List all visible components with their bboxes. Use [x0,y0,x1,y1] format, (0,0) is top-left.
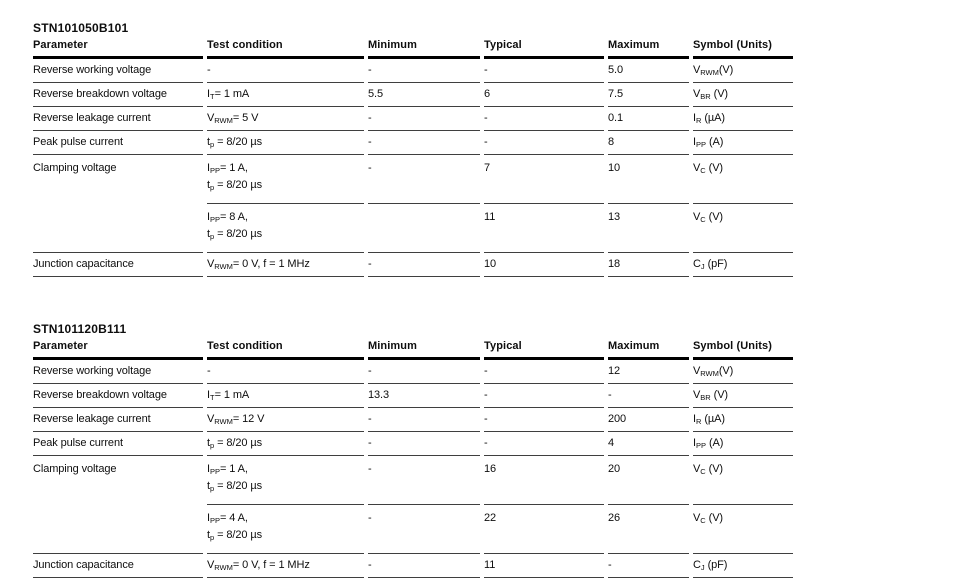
cell-maximum: 0.1 [608,107,689,131]
cell-symbol: $V_C$ (V) [693,204,793,253]
cell-minimum [368,204,480,253]
table-row [33,253,793,277]
cell-typical: - [484,432,604,456]
cell-test-condition: $V_{RWM}= 0$ V, f = 1 MHz [207,253,364,277]
cell-parameter: Junction capacitance [33,253,203,277]
cell-minimum: - [368,360,480,384]
column-header-maximum: Maximum [608,37,689,59]
cell-typical: 7 [484,155,604,204]
cell-symbol: $I_R$ (µA) [693,107,793,131]
cell-symbol: $V_C$ (V) [693,155,793,204]
cell-minimum: - [368,253,480,277]
table-title: STN101120B111 [33,322,127,336]
cell-test-condition: $I_{PP}= 1$ A, $t_p = 8/20$ µs [207,456,364,505]
table-row [33,59,793,83]
cell-minimum: - [368,408,480,432]
cell-maximum: 10 [608,155,689,204]
cell-parameter: Clamping voltage [33,456,203,554]
cell-maximum: 12 [608,360,689,384]
table-row [33,155,793,204]
cell-parameter: Peak pulse current [33,131,203,155]
column-header-parameter: Parameter [33,338,203,360]
cell-minimum: - [368,505,480,554]
cell-symbol: $V_{BR}$ (V) [693,83,793,107]
cell-typical: - [484,360,604,384]
cell-maximum: - [608,554,689,578]
cell-maximum: 26 [608,505,689,554]
column-header-parameter: Parameter [33,37,203,59]
electrical-characteristics-table-2 [29,338,797,578]
table-row [33,83,793,107]
cell-symbol: $I_{PP}$ (A) [693,131,793,155]
cell-symbol: $I_R$ (µA) [693,408,793,432]
column-header-test-condition: Test condition [207,338,364,360]
column-header-maximum: Maximum [608,338,689,360]
cell-maximum: 4 [608,432,689,456]
cell-typical: 11 [484,554,604,578]
cell-test-condition: $t_p = 8/20$ µs [207,131,364,155]
cell-test-condition: $I_{PP}= 4$ A, $t_p = 8/20$ µs [207,505,364,554]
cell-typical: 10 [484,253,604,277]
cell-test-condition: $I_{PP}= 1$ A, $t_p = 8/20$ µs [207,155,364,204]
datasheet-page [29,21,829,578]
cell-test-condition: - [207,360,364,384]
cell-test-condition: $I_{PP}= 8$ A, $t_p = 8/20$ µs [207,204,364,253]
cell-parameter: Reverse working voltage [33,360,203,384]
cell-test-condition: $t_p = 8/20$ µs [207,432,364,456]
cell-maximum: 200 [608,408,689,432]
cell-symbol: $V_{RWM}(V)$ [693,59,793,83]
cell-parameter: Reverse leakage current [33,408,203,432]
cell-typical: - [484,384,604,408]
cell-parameter: Peak pulse current [33,432,203,456]
cell-minimum: - [368,131,480,155]
cell-parameter: Reverse leakage current [33,107,203,131]
cell-minimum: - [368,59,480,83]
column-header-symbol-units: Symbol (Units) [693,338,793,360]
cell-maximum: 8 [608,131,689,155]
cell-parameter: Reverse breakdown voltage [33,83,203,107]
table-row [33,554,793,578]
cell-test-condition: $V_{RWM}= 0$ V, f = 1 MHz [207,554,364,578]
cell-maximum: 20 [608,456,689,505]
column-header-minimum: Minimum [368,338,480,360]
table-row [33,408,793,432]
cell-typical: - [484,59,604,83]
cell-typical: 11 [484,204,604,253]
column-header-symbol-units: Symbol (Units) [693,37,793,59]
cell-parameter: Reverse breakdown voltage [33,384,203,408]
cell-minimum: 13.3 [368,384,480,408]
cell-test-condition: - [207,59,364,83]
cell-symbol: $C_J$ (pF) [693,253,793,277]
table-row [33,360,793,384]
table-row [33,107,793,131]
cell-symbol: $I_{PP}$ (A) [693,432,793,456]
cell-symbol: $V_C$ (V) [693,456,793,505]
spec-table-section-1 [29,21,829,277]
cell-parameter: Junction capacitance [33,554,203,578]
cell-maximum: 7.5 [608,83,689,107]
cell-typical: - [484,107,604,131]
cell-symbol: $C_J$ (pF) [693,554,793,578]
cell-symbol: $V_{RWM}(V)$ [693,360,793,384]
cell-maximum: 18 [608,253,689,277]
cell-test-condition: $V_{RWM}= 12$ V [207,408,364,432]
electrical-characteristics-table-1 [29,37,797,277]
cell-test-condition: $V_{RWM}= 5$ V [207,107,364,131]
cell-typical: - [484,131,604,155]
table-title: STN101050B101 [33,21,129,35]
cell-test-condition: $I_T= 1$ mA [207,384,364,408]
cell-symbol: $V_C$ (V) [693,505,793,554]
cell-typical: 6 [484,83,604,107]
column-header-typical: Typical [484,338,604,360]
table-row [33,384,793,408]
cell-parameter: Reverse working voltage [33,59,203,83]
cell-parameter: Clamping voltage [33,155,203,253]
column-header-minimum: Minimum [368,37,480,59]
header-row [33,37,793,59]
cell-typical: 16 [484,456,604,505]
cell-minimum: - [368,432,480,456]
cell-minimum: - [368,554,480,578]
cell-maximum: 5.0 [608,59,689,83]
spec-table-section-2 [29,322,829,578]
header-row [33,338,793,360]
cell-maximum: 13 [608,204,689,253]
cell-minimum: 5.5 [368,83,480,107]
cell-minimum: - [368,155,480,204]
cell-test-condition: $I_T= 1$ mA [207,83,364,107]
cell-minimum: - [368,456,480,505]
cell-minimum: - [368,107,480,131]
cell-symbol: $V_{BR}$ (V) [693,384,793,408]
table-row [33,456,793,505]
table-row [33,432,793,456]
column-header-test-condition: Test condition [207,37,364,59]
cell-typical: 22 [484,505,604,554]
table-row [33,131,793,155]
cell-maximum: - [608,384,689,408]
column-header-typical: Typical [484,37,604,59]
cell-typical: - [484,408,604,432]
